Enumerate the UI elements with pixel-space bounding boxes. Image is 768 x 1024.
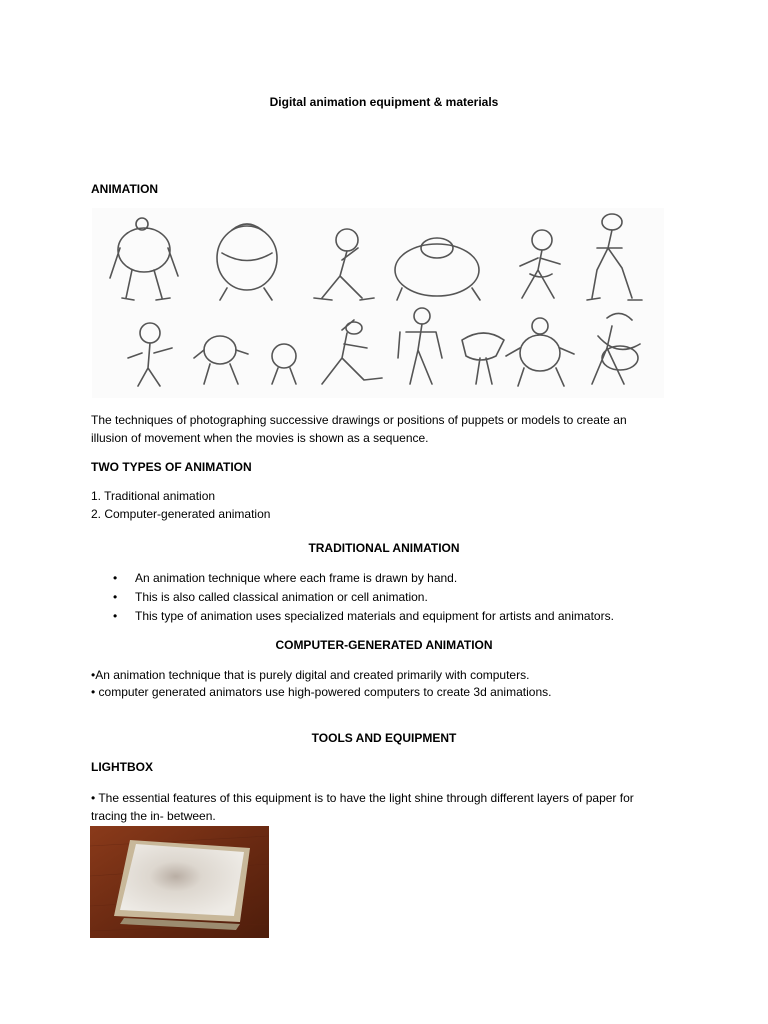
traditional-bullet (113, 609, 614, 624)
lightbox-description-line-1: • The essential features of this equipment is to have the light shine through different layers of paper for (91, 791, 634, 805)
type-item: 1. Traditional animation (91, 489, 216, 503)
heading-traditional: TRADITIONAL ANIMATION (308, 541, 460, 555)
character-sketches-image (92, 208, 664, 398)
traditional-bullet (113, 590, 428, 605)
cg-line: •An animation technique that is purely digital and created primarily with computers. (91, 668, 530, 682)
heading-lightbox: LIGHTBOX (91, 760, 153, 774)
page-title: Digital animation equipment & materials (269, 95, 499, 109)
animation-description-line-2: illusion of movement when the movies is shown as a sequence. (91, 431, 429, 445)
bullet-text: This type of animation uses specialized materials and equipment for artists and animators. (135, 609, 614, 623)
type-item: 2. Computer-generated animation (91, 507, 271, 521)
animation-description-line-1: The techniques of photographing successive drawings or positions of puppets or models to create an (91, 413, 627, 427)
bullet-text: An animation technique where each frame is drawn by hand. (135, 571, 458, 585)
bullet-icon: • (113, 590, 118, 604)
lightbox-photo (90, 826, 269, 938)
heading-computer-generated: COMPUTER-GENERATED ANIMATION (275, 638, 493, 652)
heading-animation: ANIMATION (91, 182, 159, 196)
cg-line: • computer generated animators use high-powered computers to create 3d animations. (91, 685, 552, 699)
bullet-text: This is also called classical animation or cell animation. (135, 590, 428, 604)
heading-tools: TOOLS AND EQUIPMENT (311, 731, 457, 745)
bullet-icon: • (113, 609, 118, 623)
lightbox-description-line-2: tracing the in- between. (91, 809, 216, 823)
heading-two-types: TWO TYPES OF ANIMATION (91, 460, 252, 474)
bullet-icon: • (113, 571, 118, 585)
traditional-bullet (113, 571, 457, 586)
